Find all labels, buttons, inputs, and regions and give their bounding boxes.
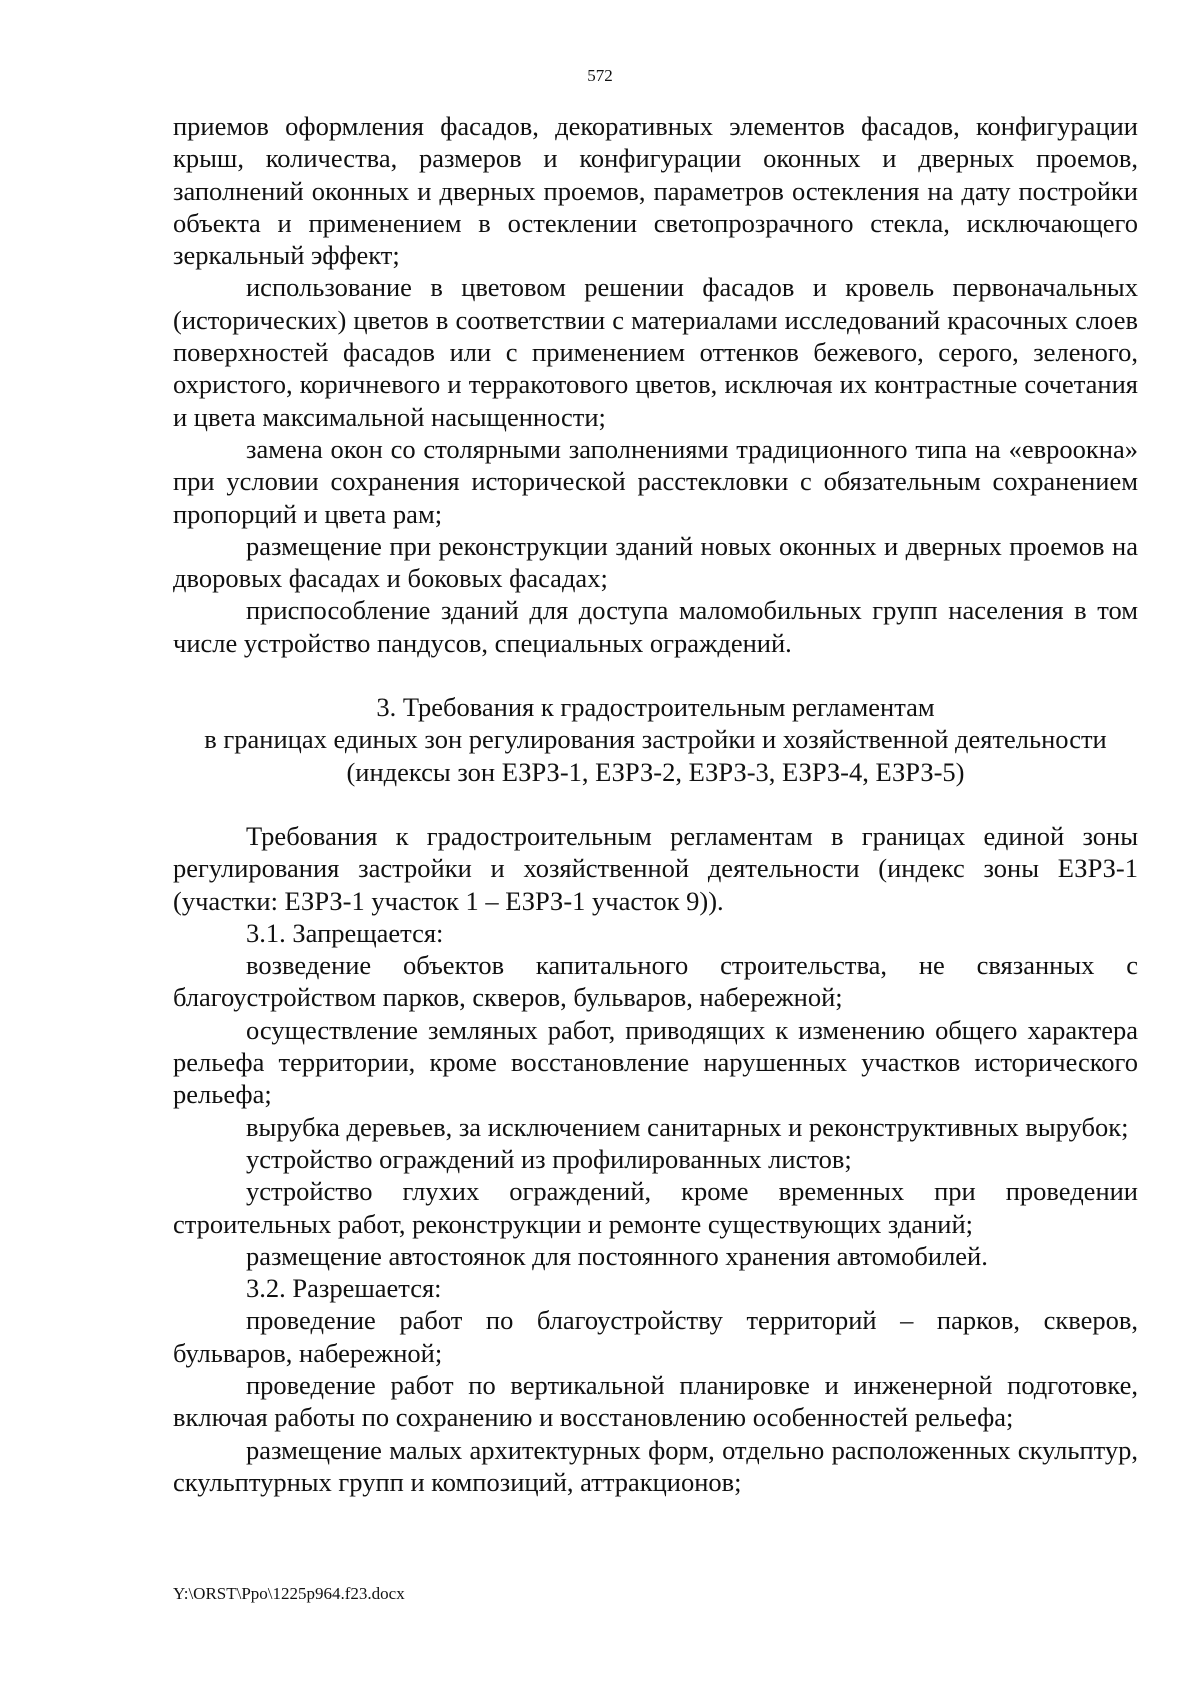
list-item-earthworks: осуществление земляных работ, приводящих к изменению общего характера рельефа территории, кроме восстановление нарушенных участков исторического рельефа;	[173, 1014, 1138, 1110]
page-number: 572	[587, 66, 613, 85]
paragraph-requirements-intro: Требования к градостроительным регламентам в границах единой зоны регулирования застройки и хозяйственной деятельности (индекс зоны ЕЗРЗ-1 (участки: ЕЗРЗ-1 участок 1 – ЕЗРЗ-1 участок 9)).	[173, 820, 1138, 916]
footer-file-path: Y:\ORST\Ppo\1225p964.f23.docx	[173, 1584, 405, 1603]
list-item-capital-construction: возведение объектов капитального строительства, не связанных с благоустройством парков, скверов, бульваров, набережной;	[173, 950, 1138, 1013]
document-body	[173, 110, 1138, 1498]
list-item-vertical-planning: проведение работ по вертикальной планировке и инженерной подготовке, включая работы по сохранению и восстановлению особенностей рельефа;	[173, 1369, 1138, 1433]
section-heading	[173, 691, 1138, 788]
list-item-solid-fences: устройство глухих ограждений, кроме временных при проведении строительных работ, реконструкции и ремонте существующих зданий;	[173, 1176, 1138, 1239]
subsection-prohibited-title: 3.1. Запрещается:	[246, 917, 444, 948]
list-item-profiled-fences: устройство ограждений из профилированных листов;	[246, 1143, 852, 1174]
list-item-landscaping: проведение работ по благоустройству территорий – парков, скверов, бульваров, набережной;	[173, 1305, 1138, 1368]
paragraph-window-replacement: замена окон со столярными заполнениями традиционного типа на «евроокна» при условии сохранения исторической расстекловки с обязательным сохранением пропорций и цвета рам;	[173, 433, 1138, 529]
paragraph-continuation: приемов оформления фасадов, декоративных элементов фасадов, конфигурации крыш, количества, размеров и конфигурации оконных и дверных проемов, заполнений оконных и дверных проемов, параметров остекления на дату постройки объекта и применением в остеклении светопрозрачного стекла, исключающего зеркальный эффект;	[173, 111, 1138, 271]
section-heading-line-3: (индексы зон ЕЗРЗ-1, ЕЗРЗ-2, ЕЗРЗ-3, ЕЗРЗ-4, ЕЗРЗ-5)	[346, 756, 965, 787]
list-item-parking: размещение автостоянок для постоянного хранения автомобилей.	[246, 1240, 988, 1271]
paragraph-accessibility: приспособление зданий для доступа маломобильных групп населения в том числе устройство пандусов, специальных ограждений.	[173, 595, 1138, 658]
list-item-tree-felling: вырубка деревьев, за исключением санитарных и реконструктивных вырубок;	[246, 1111, 1129, 1142]
paragraph-new-openings: размещение при реконструкции зданий новых оконных и дверных проемов на дворовых фасадах и боковых фасадах;	[173, 530, 1138, 594]
section-heading-line-1: 3. Требования к градостроительным регламентам	[376, 692, 935, 723]
list-item-small-forms: размещение малых архитектурных форм, отдельно расположенных скульптур, скульптурных групп и композиций, аттракционов;	[173, 1434, 1138, 1497]
section-heading-line-2: в границах единых зон регулирования застройки и хозяйственной деятельности	[204, 724, 1107, 755]
subsection-permitted-title: 3.2. Разрешается:	[246, 1273, 442, 1304]
paragraph-color-solution: использование в цветовом решении фасадов и кровель первоначальных (исторических) цветов в соответствии с материалами исследований красочных слоев поверхностей фасадов или с применением оттенков бежевого, серого, зеленого, охристого, коричневого и терракотового цветов, исключая их контрастные сочетания и цвета максимальной насыщенности;	[173, 272, 1138, 432]
